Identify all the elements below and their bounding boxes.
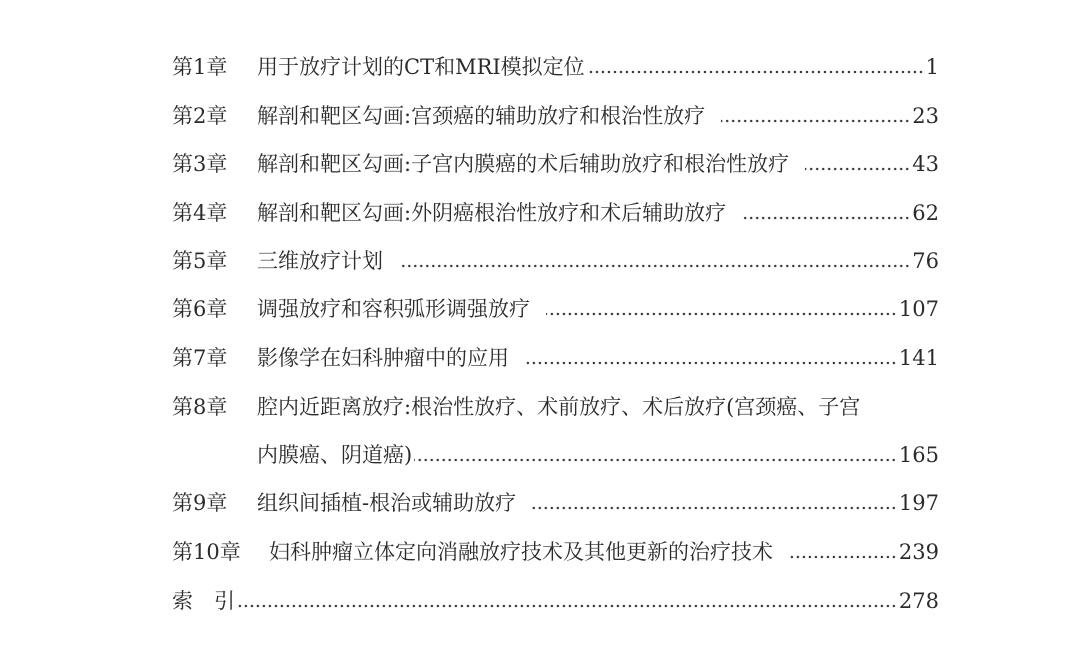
chapter-number: 第8章 [172,395,228,419]
page-number: 62 [912,201,939,225]
toc-entry[interactable] [172,198,939,228]
page-number: 141 [898,346,939,370]
dot-leader [546,312,897,316]
dot-leader [525,361,897,365]
dot-leader [399,264,910,268]
toc-entry[interactable] [172,149,939,179]
chapter-title: 解剖和靶区勾画:宫颈癌的辅助放疗和根治性放疗 [257,104,706,128]
toc-entry-index[interactable] [172,586,939,616]
chapter-title: 腔内近距离放疗:根治性放疗、术前放疗、术后放疗(宫颈癌、子宫 [257,395,861,419]
chapter-number: 第3章 [172,152,228,176]
chapter-title-continued: 内膜癌、阴道癌) [257,443,413,467]
chapter-title: 解剖和靶区勾画:外阴癌根治性放疗和术后辅助放疗 [257,201,727,225]
page-number: 23 [912,104,939,128]
dot-leader [805,167,910,171]
chapter-number: 第1章 [172,55,228,79]
page-number: 76 [912,249,939,273]
page-number: 197 [898,491,939,515]
toc-entry[interactable] [172,488,939,518]
toc-entry[interactable] [172,101,939,131]
toc-entry[interactable] [172,392,939,422]
page-number: 43 [912,152,939,176]
toc-entry[interactable] [172,537,939,567]
dot-leader [587,70,924,74]
page-number: 1 [925,55,939,79]
chapter-number: 第10章 [172,540,241,564]
toc-entry[interactable] [172,343,939,373]
index-label: 索 引 [172,589,235,613]
toc-entry[interactable] [172,246,939,276]
chapter-title: 用于放疗计划的CT和MRI模拟定位 [257,55,585,79]
toc-entry[interactable] [172,52,939,82]
dot-leader [789,555,897,559]
page-number: 278 [898,589,939,613]
chapter-number: 第6章 [172,297,228,321]
toc-entry-continuation[interactable] [257,440,939,470]
chapter-title: 影像学在妇科肿瘤中的应用 [257,346,509,370]
chapter-number: 第4章 [172,201,228,225]
page-number: 107 [898,297,939,321]
chapter-title: 组织间插植-根治或辅助放疗 [257,491,517,515]
chapter-number: 第9章 [172,491,228,515]
chapter-title: 妇科肿瘤立体定向消融放疗技术及其他更新的治疗技术 [269,540,773,564]
chapter-title: 三维放疗计划 [257,249,383,273]
dot-leader [532,506,897,510]
chapter-title: 调强放疗和容积弧形调强放疗 [257,297,530,321]
dot-leader [414,458,897,462]
toc-entry[interactable] [172,294,939,324]
dot-leader [721,119,910,123]
chapter-title: 解剖和靶区勾画:子宫内膜癌的术后辅助放疗和根治性放疗 [257,152,790,176]
chapter-number: 第5章 [172,249,228,273]
chapter-number: 第2章 [172,104,228,128]
chapter-number: 第7章 [172,346,228,370]
dot-leader [742,216,910,220]
page-number: 165 [898,443,939,467]
dot-leader [237,604,897,608]
page-number: 239 [898,540,939,564]
